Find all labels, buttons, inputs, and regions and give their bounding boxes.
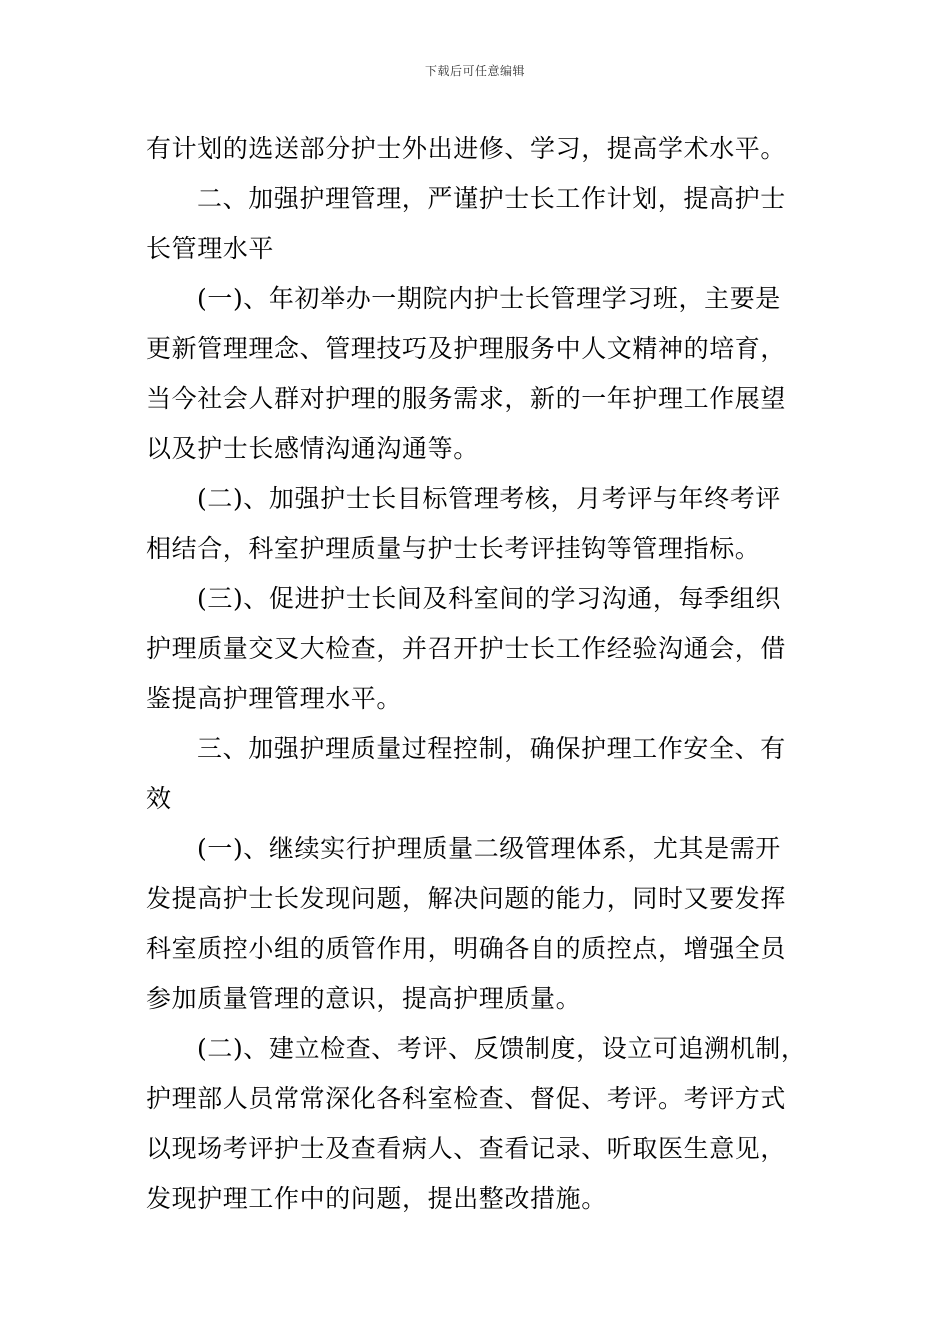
text-line: 有计划的选送部分护士外出进修、学习，提高学术水平。 (146, 134, 787, 163)
page-header: 下载后可任意编辑 (424, 64, 525, 78)
text-line: 效 (146, 784, 172, 813)
text-line: (三)、促进护士长间及科室间的学习沟通，每季组织 (197, 584, 781, 613)
text-line: 护理部人员常常深化各科室检查、督促、考评。考评方式 (146, 1084, 787, 1113)
text-line: (二)、加强护士长目标管理考核，月考评与年终考评 (197, 484, 781, 513)
text-line: 参加质量管理的意识，提高护理质量。 (146, 984, 582, 1013)
text-line: 更新管理理念、管理技巧及护理服务中人文精神的培育， (146, 334, 787, 363)
body-text (146, 124, 811, 1224)
text-line: 以及护士长感情沟通沟通等。 (146, 434, 479, 463)
text-line: (一)、继续实行护理质量二级管理体系，尤其是需开 (197, 834, 781, 863)
text-line: 鉴提高护理管理水平。 (146, 684, 403, 713)
text-line: 以现场考评护士及查看病人、查看记录、听取医生意见， (146, 1134, 787, 1163)
text-line: 发提高护士长发现问题，解决问题的能力，同时又要发挥 (146, 884, 787, 913)
text-line: 二、加强护理管理，严谨护士长工作计划，提高护士 (197, 184, 786, 213)
text-line: 三、加强护理质量过程控制，确保护理工作安全、有 (197, 734, 786, 763)
text-line: (一)、年初举办一期院内护士长管理学习班，主要是 (197, 284, 781, 313)
text-line: (二)、建立检查、考评、反馈制度，设立可追溯机制， (197, 1034, 807, 1063)
text-line: 长管理水平 (146, 234, 275, 263)
text-line: 科室质控小组的质管作用，明确各自的质控点，增强全员 (146, 934, 787, 963)
text-line: 护理质量交叉大检查，并召开护士长工作经验沟通会，借 (146, 634, 787, 663)
text-line: 相结合，科室护理质量与护士长考评挂钩等管理指标。 (146, 534, 761, 563)
text-line: 当今社会人群对护理的服务需求，新的一年护理工作展望 (146, 384, 787, 413)
text-line: 发现护理工作中的问题，提出整改措施。 (146, 1184, 607, 1213)
